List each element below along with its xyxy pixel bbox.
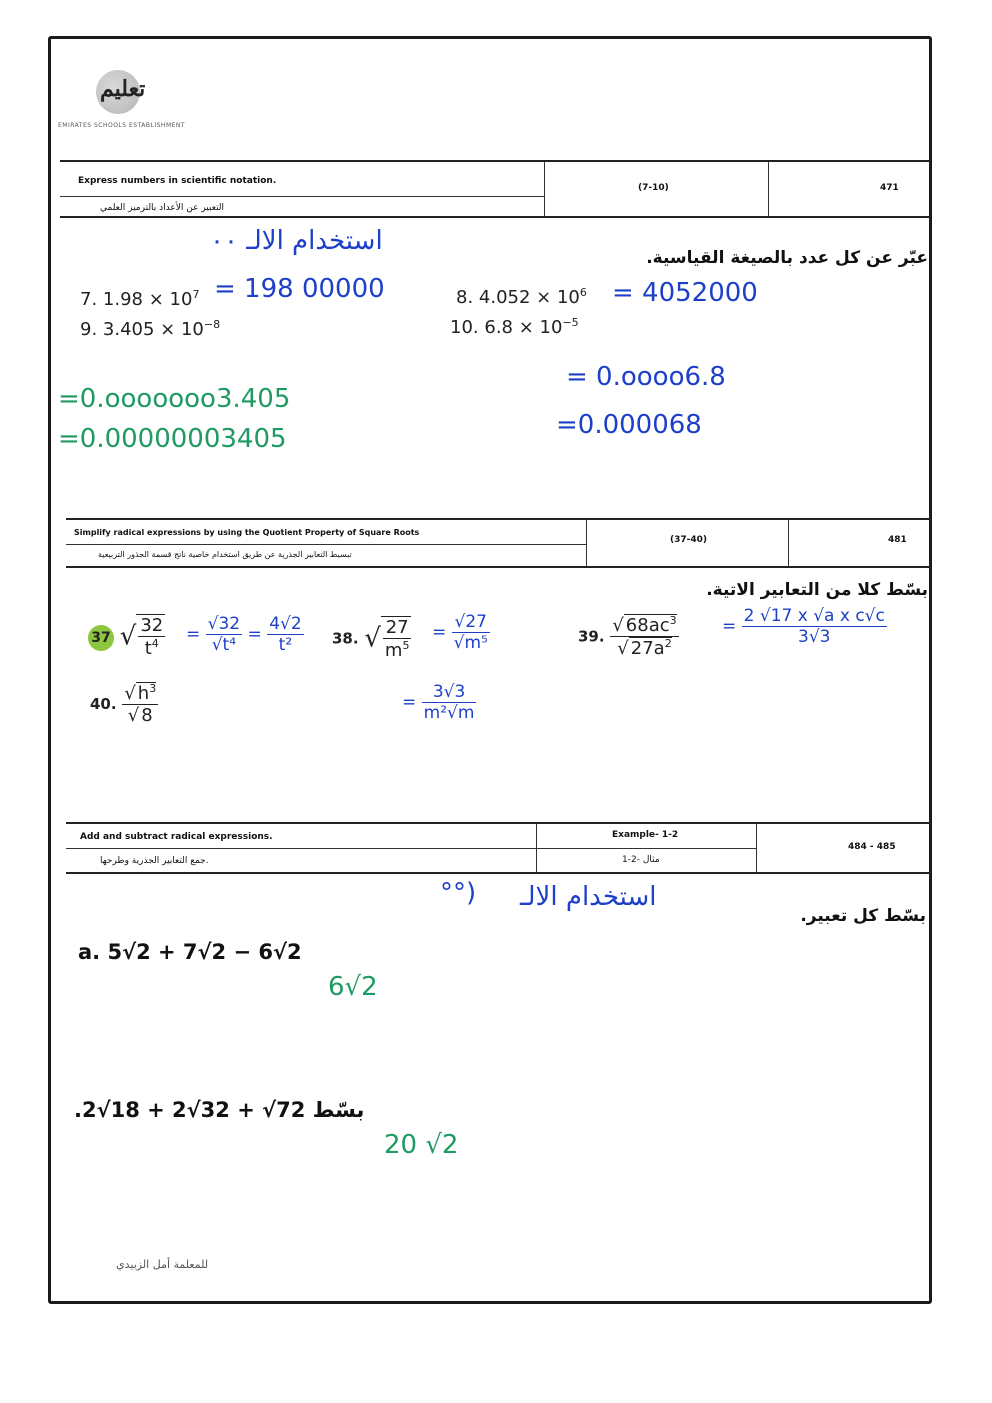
- problem-9: 9. $3.405 \times 10^{-8}$: [80, 318, 221, 340]
- problem-37: 37 √ $\frac{32}{t^4}$: [88, 614, 165, 659]
- section1-range: (7-10): [638, 183, 669, 193]
- hw-section1-heading: استخدام الالـ ۰۰: [210, 226, 383, 256]
- teacher-name: للمعلمة أمل الزبيدي: [116, 1258, 209, 1271]
- problem-a: a. 5√2 + 7√2 − 6√2: [78, 940, 302, 964]
- hw-answer-37: = $\frac{√32}{\text{√t⁴}}$ = $\frac{4√2}{\text{t²}}$: [186, 614, 302, 655]
- section3-example-ar: مثال -2-1: [622, 855, 660, 865]
- section3-example-en: Example- 1-2: [612, 830, 679, 840]
- section2-page: 481: [888, 535, 907, 545]
- hw-answer-9: =0.00000003405: [58, 424, 287, 454]
- section2-title-en: Simplify radical expressions by using the Quotient Property of Square Roots: [74, 528, 420, 537]
- section3-title-ar: جمع التعابير الجذرية وطرحها.: [100, 856, 209, 866]
- hw-answer-38: = $\frac{3√3}{\text{m²√m}}$: [402, 682, 475, 723]
- hw-answer-9-step: =0.ooooooo3.405: [58, 384, 291, 414]
- problem-b: .2√18 + 2√32 + √72 بسّط: [74, 1098, 365, 1122]
- section3-heading: بسّط كل تعبير.: [800, 906, 926, 926]
- section2-heading: بسّط كلا من التعابير الاتية.: [706, 580, 928, 600]
- problem-8: 8. $4.052 \times 10^6$: [456, 286, 587, 308]
- hw-answer-b: 20 √2: [384, 1130, 459, 1160]
- hw-answer-8: = 4052000: [612, 278, 758, 308]
- section1-page: 471: [880, 183, 899, 193]
- section1-title-en: Express numbers in scientific notation.: [78, 176, 277, 186]
- section3-page: 484 - 485: [848, 842, 896, 852]
- hw-answer-10-step: = 0.oooo6.8: [566, 362, 726, 392]
- hw-answer-38-step: = $\frac{√27}{\text{√m⁵}}$: [432, 612, 488, 653]
- section3-title-en: Add and subtract radical expressions.: [80, 832, 273, 842]
- problem-7: 7. $1.98 \times 10^7$: [80, 288, 200, 310]
- hw-answer-10: =0.000068: [556, 410, 702, 440]
- hw-answer-39: = $\frac{\text{2 √17 x √a x c√c}}{3√3}$: [722, 606, 885, 647]
- problem-39: 39. $\frac{√ 68ac^3}{√ 27a^2}$: [578, 614, 677, 659]
- section2-header: [66, 518, 932, 568]
- problem-38: 38. √ $\frac{27}{m^5}$: [332, 617, 410, 661]
- logo-name: تعليم: [100, 76, 146, 102]
- section3-header: [66, 822, 932, 874]
- section1-title-ar: التعبير عن الأعداد بالترميز العلمي: [100, 203, 225, 213]
- problem-40: 40. $\frac{√ h^3}{√ 8}$: [90, 682, 157, 726]
- section1-heading: عبّر عن كل عدد بالصيغة القياسية.: [646, 248, 928, 268]
- hw-section3-heading: استخدام الالـ: [520, 882, 657, 912]
- problem-10: 10. $6.8 \times 10^{-5}$: [450, 316, 579, 338]
- section2-title-ar: تبسيط التعابير الجذرية عن طريق استخدام خاصية ناتج قسمة الجذور التربيعية: [98, 550, 352, 559]
- hw-smiley-face: °°): [440, 878, 477, 908]
- section2-range: (37-40): [670, 535, 708, 545]
- hw-answer-a: 6√2: [328, 972, 378, 1002]
- logo-subtitle: EMIRATES SCHOOLS ESTABLISHMENT: [58, 122, 186, 129]
- hw-answer-7: = 198 00000: [214, 274, 385, 304]
